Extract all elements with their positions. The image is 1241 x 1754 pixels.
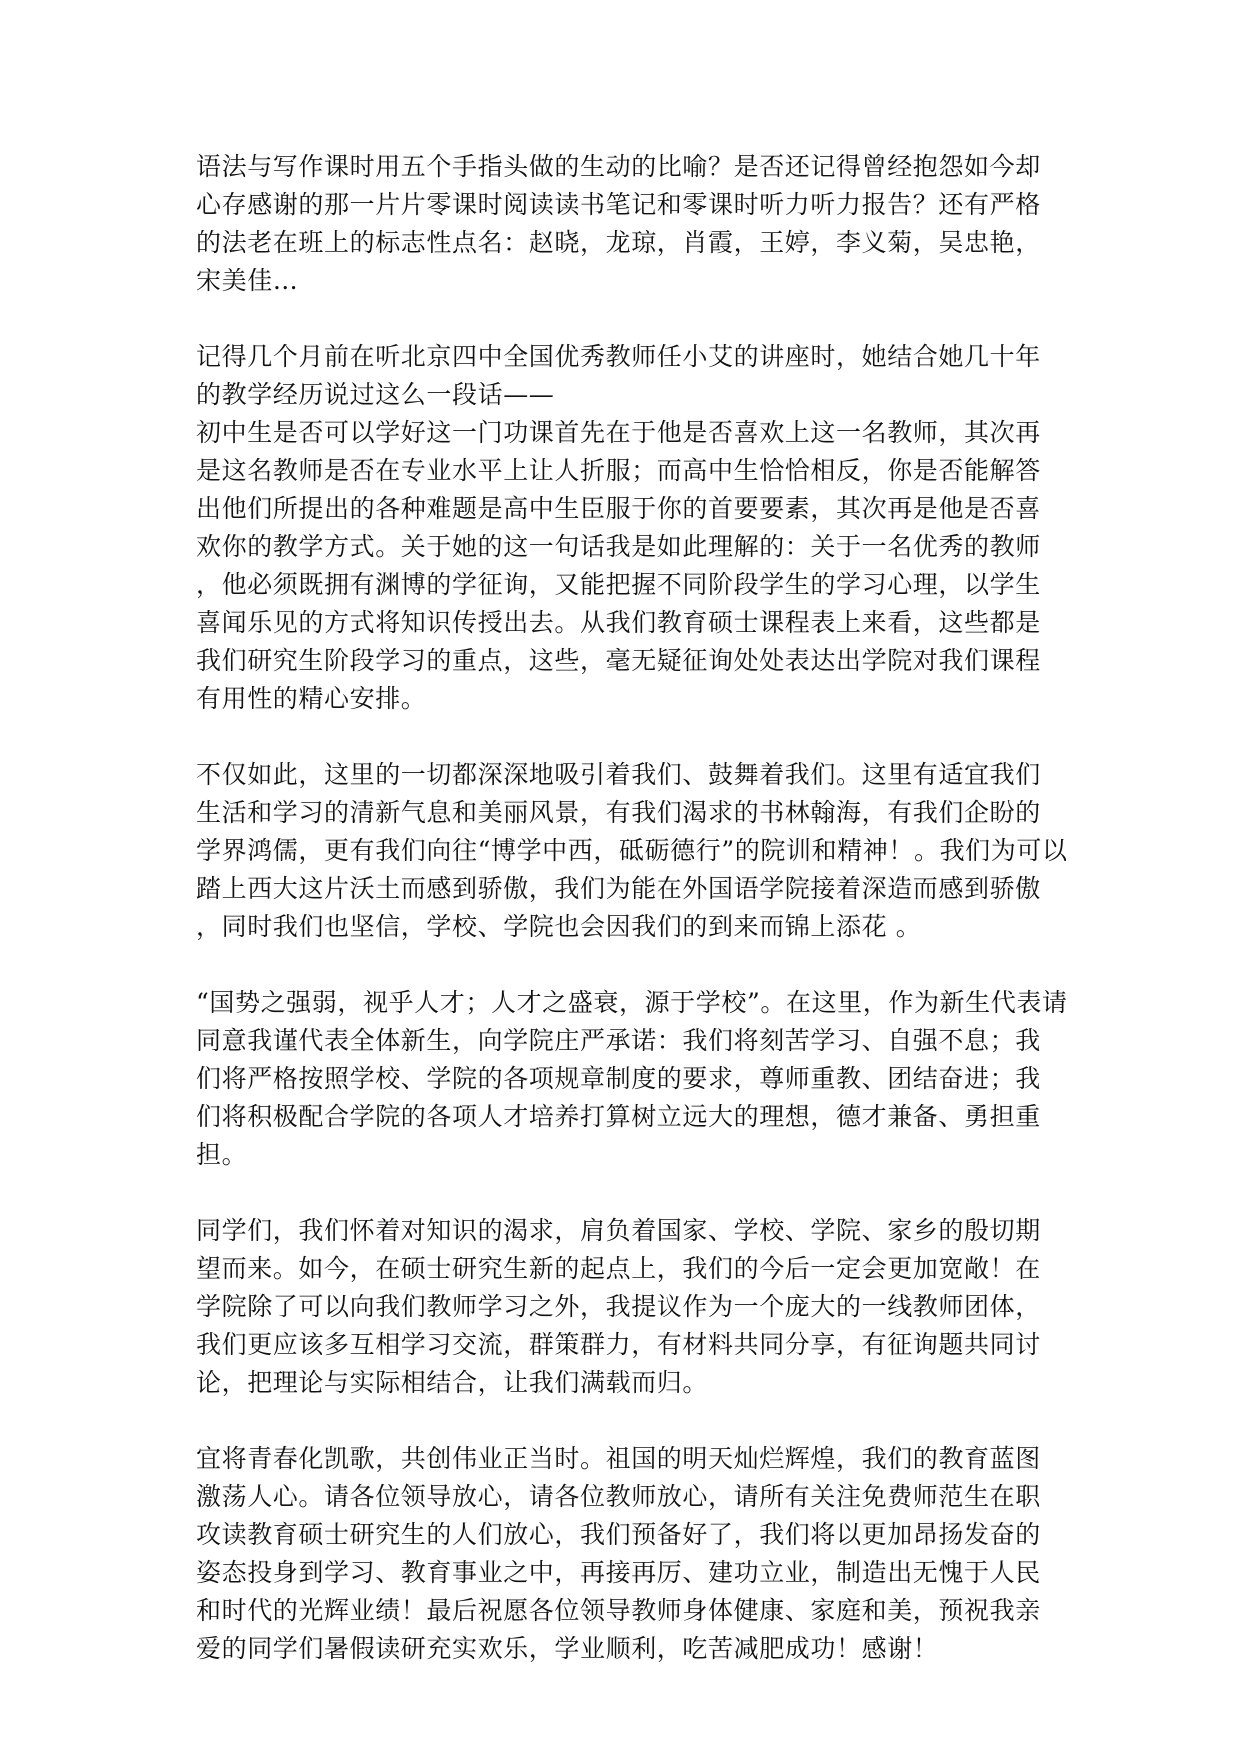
text-line: 的法老在班上的标志性点名：赵晓，龙琼，肖霞，王婷，李义菊，吴忠艳， <box>196 228 1041 257</box>
text-line: 们将积极配合学院的各项人才培养打算树立远大的理想，德才兼备、勇担重 <box>196 1102 1041 1131</box>
document-body <box>196 148 1068 1706</box>
text-line: 不仅如此，这里的一切都深深地吸引着我们、鼓舞着我们。这里有适宜我们 <box>196 760 1041 789</box>
text-line: ，他必须既拥有渊博的学征询，又能把握不同阶段学生的学习心理，以学生 <box>196 570 1041 599</box>
text-line: 学界鸿儒，更有我们向往“博学中西，砥砺德行”的院训和精神！。我们为可以 <box>196 836 1068 865</box>
text-line: ，同时我们也坚信，学校、学院也会因我们的到来而锦上添花 。 <box>196 912 922 941</box>
text-line: 同学们，我们怀着对知识的渴求，肩负着国家、学校、学院、家乡的殷切期 <box>196 1216 1041 1245</box>
text-line: 学院除了可以向我们教师学习之外，我提议作为一个庞大的一线教师团体， <box>196 1292 1041 1321</box>
text-line: 攻读教育硕士研究生的人们放心，我们预备好了，我们将以更加昂扬发奋的 <box>196 1520 1041 1549</box>
text-line: 姿态投身到学习、教育事业之中，再接再厉、建功立业，制造出无愧于人民 <box>196 1558 1041 1587</box>
text-line: 担。 <box>196 1140 248 1169</box>
paragraph-2 <box>196 338 1046 718</box>
text-line: 和时代的光辉业绩！最后祝愿各位领导教师身体健康、家庭和美，预祝我亲 <box>196 1596 1041 1625</box>
text-line: 同意我谨代表全体新生，向学院庄严承诺：我们将刻苦学习、自强不息；我 <box>196 1026 1041 1055</box>
text-line: 爱的同学们暑假读研充实欢乐，学业顺利，吃苦减肥成功！感谢！ <box>196 1634 939 1663</box>
text-line: 语法与写作课时用五个手指头做的生动的比喻？是否还记得曾经抱怨如今却 <box>196 152 1041 181</box>
text-line: 的教学经历说过这么一段话—— <box>196 380 555 409</box>
text-line: 望而来。如今，在硕士研究生新的起点上，我们的今后一定会更加宽敞！在 <box>196 1254 1041 1283</box>
text-line: 宜将青春化凯歌，共创伟业正当时。祖国的明天灿烂辉煌，我们的教育蓝图 <box>196 1444 1041 1473</box>
text-line: 喜闻乐见的方式将知识传授出去。从我们教育硕士课程表上来看，这些都是 <box>196 608 1041 637</box>
text-line: 宋美佳… <box>196 266 299 295</box>
text-line: 踏上西大这片沃土而感到骄傲，我们为能在外国语学院接着深造而感到骄傲 <box>196 874 1041 903</box>
text-line: 激荡人心。请各位领导放心，请各位教师放心，请所有关注免费师范生在职 <box>196 1482 1041 1511</box>
text-line: 记得几个月前在听北京四中全国优秀教师任小艾的讲座时，她结合她几十年 <box>196 342 1041 371</box>
text-line: 有用性的精心安排。 <box>196 684 427 713</box>
text-line: 出他们所提出的各种难题是高中生臣服于你的首要要素，其次再是他是否喜 <box>196 494 1041 523</box>
text-line: 是这名教师是否在专业水平上让人折服；而高中生恰恰相反，你是否能解答 <box>196 456 1041 485</box>
text-line: 我们更应该多互相学习交流，群策群力，有材料共同分享，有征询题共同讨 <box>196 1330 1041 1359</box>
paragraph-1 <box>196 148 1046 300</box>
paragraph-5 <box>196 1212 1046 1402</box>
text-line: 们将严格按照学校、学院的各项规章制度的要求，尊师重教、团结奋进；我 <box>196 1064 1041 1093</box>
text-line: 欢你的教学方式。关于她的这一句话我是如此理解的：关于一名优秀的教师 <box>196 532 1041 561</box>
text-line: 生活和学习的清新气息和美丽风景，有我们渴求的书林翰海，有我们企盼的 <box>196 798 1041 827</box>
text-line: “国势之强弱，视乎人才；人才之盛衰，源于学校”。在这里，作为新生代表请 <box>196 988 1068 1017</box>
text-line: 我们研究生阶段学习的重点，这些，毫无疑征询处处表达出学院对我们课程 <box>196 646 1041 675</box>
text-line: 论，把理论与实际相结合，让我们满载而归。 <box>196 1368 709 1397</box>
paragraph-4 <box>196 984 1068 1174</box>
paragraph-6 <box>196 1440 1046 1668</box>
text-line: 心存感谢的那一片片零课时阅读读书笔记和零课时听力听力报告？还有严格 <box>196 190 1041 219</box>
text-line: 初中生是否可以学好这一门功课首先在于他是否喜欢上这一名教师，其次再 <box>196 418 1041 447</box>
paragraph-3 <box>196 756 1068 946</box>
